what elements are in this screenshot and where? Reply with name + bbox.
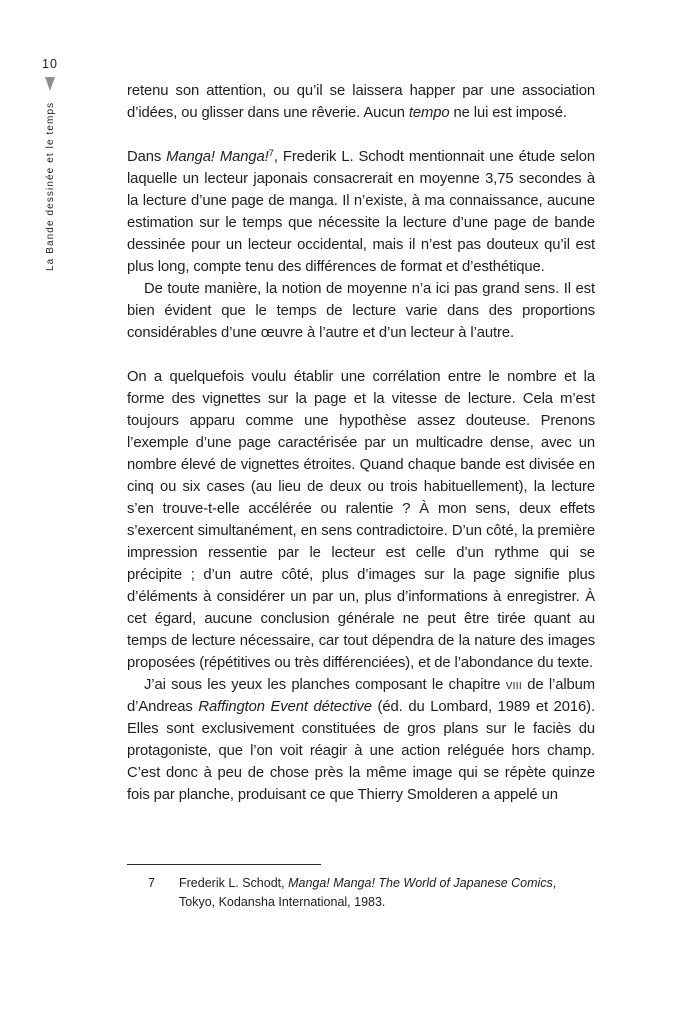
running-title: La Bande dessinée et le temps	[45, 101, 56, 271]
footnotes	[127, 874, 595, 912]
paragraph: Dans Manga! Manga!$^7$, Frederik L. Schodt mentionnait une étude selon laquelle un lecteur japonais consacrerait en moyenne 3,75 secondes à la lecture d’une page de manga. Il n’existe, à ma connaissance, aucune estimation sur le temps que nécessite la lecture d’une page de bande dessinée pour un lecteur occidental, mais il n’est pas douteux qu’il est plus long, compte tenu des différences de format et d’esthétique.	[127, 148, 595, 275]
footnote-marker: 7	[148, 876, 155, 890]
italic-text: tempo	[408, 105, 450, 121]
footnote-ref: 7	[268, 148, 274, 159]
footnote	[127, 874, 595, 912]
italic-text: Manga! Manga!	[166, 149, 269, 165]
footnote-text: Frederik L. Schodt, Manga! Manga! The World of Japanese Comics, Tokyo, Kodansha International, 1983.	[179, 876, 557, 909]
page-number: 10	[42, 57, 58, 71]
italic-text: Raffington Event détective	[198, 699, 372, 715]
paragraph: De toute manière, la notion de moyenne n’a ici pas grand sens. Il est bien évident que le temps de lecture varie dans des proportions considérables d’une œuvre à l’autre et d’un lecteur à l’autre.	[127, 281, 595, 341]
body-text	[127, 80, 595, 806]
paragraph: On a quelquefois voulu établir une corrélation entre le nombre et la forme des vignettes sur la page et la vitesse de lecture. Cela m’est toujours apparu comme une hypothèse assez douteuse. Prenons l’exemple d’une page caractérisée par un multicadre dense, avec un nombre élevé de vignettes étroites. Quand chaque bande est divisée en cinq ou six cases (au lieu de deux ou trois habituellement), la lecture s’en trouve-t-elle accélérée ou ralentie ? À mon sens, deux effets s’exercent simultanément, en sens contradictoire. D’un côté, la première impression ressentie par le lecteur est celle d’un rythme qui se précipite ; d’un autre côté, plus d’images sur la page signifie plus d’éléments à considérer un par un, plus d’informations à enregistrer. À cet égard, aucune conclusion générale ne peut être tirée quant au temps de lecture nécessaire, car tout dépendra de la nature des images proposées (répétitives ou très différenciées), et de l’abondance du texte.	[127, 369, 595, 671]
footnote-rule	[127, 864, 321, 865]
paragraph: retenu son attention, ou qu’il se laissera happer par une association d’idées, ou glisser dans une rêverie. Aucun tempo ne lui est imposé.	[127, 83, 595, 121]
down-arrow-icon	[43, 77, 57, 92]
footnote-area	[127, 864, 595, 912]
italic-text: Manga! Manga! The World of Japanese Comics	[288, 876, 553, 890]
smallcaps-text: viii	[505, 677, 522, 693]
paragraph: J’ai sous les yeux les planches composant le chapitre viii de l’album d’Andreas Raffington Event détective (éd. du Lombard, 1989 et 2016). Elles sont exclusivement constituées de gros plans sur le faciès du protagoniste, que l’on voit réagir à une action reléguée hors champ. C’est donc à peu de chose près la même image qui se répète quinze fois par planche, produisant ce que Thierry Smolderen a appelé un	[127, 677, 595, 803]
